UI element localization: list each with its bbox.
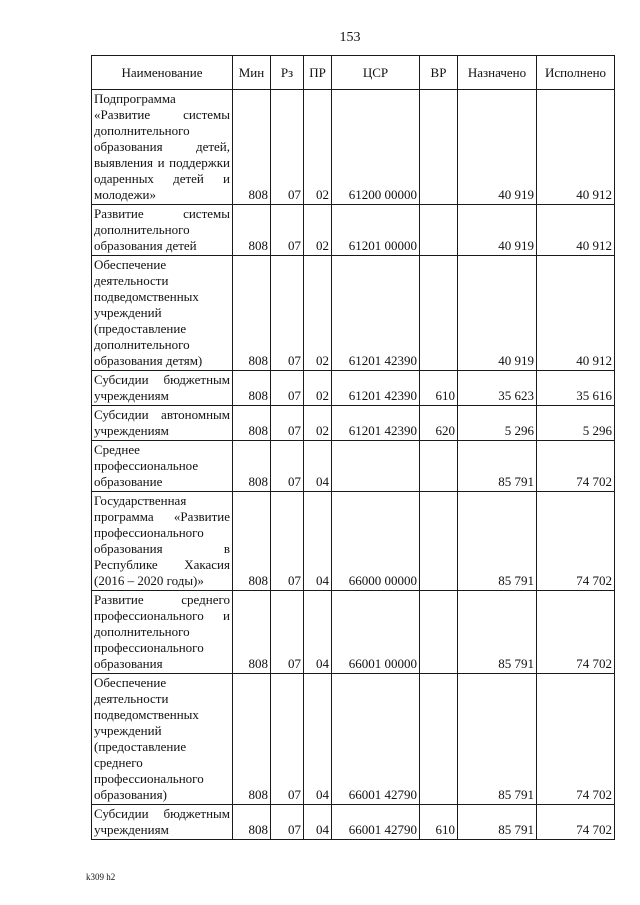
header-csr: ЦСР [332, 56, 420, 90]
cell-assigned: 40 919 [458, 205, 537, 256]
header-min: Мин [233, 56, 271, 90]
cell-pr: 02 [304, 256, 332, 371]
table-row [92, 371, 615, 406]
cell-csr: 61200 00000 [332, 90, 420, 205]
cell-name: Подпрограмма «Развитие системы дополнительного образования детей, выявления и поддержки одаренных детей и молодежи» [92, 90, 233, 205]
cell-pr: 04 [304, 674, 332, 805]
cell-name: Государственная программа «Развитие профессионального образования в Республике Хакасия (2016 – 2020 годы)» [92, 492, 233, 591]
header-name: Наименование [92, 56, 233, 90]
cell-assigned: 35 623 [458, 371, 537, 406]
cell-csr: 66001 42790 [332, 805, 420, 840]
cell-assigned: 5 296 [458, 406, 537, 441]
cell-executed: 40 912 [537, 256, 615, 371]
cell-min: 808 [233, 256, 271, 371]
cell-csr: 61201 42390 [332, 406, 420, 441]
cell-rz: 07 [271, 591, 304, 674]
cell-name: Субсидии автономным учреждениям [92, 406, 233, 441]
cell-assigned: 40 919 [458, 90, 537, 205]
budget-table [91, 55, 615, 840]
cell-vr: 620 [420, 406, 458, 441]
cell-pr: 02 [304, 406, 332, 441]
cell-rz: 07 [271, 674, 304, 805]
cell-rz: 07 [271, 256, 304, 371]
cell-vr [420, 492, 458, 591]
cell-min: 808 [233, 371, 271, 406]
table-row [92, 205, 615, 256]
cell-vr [420, 591, 458, 674]
cell-min: 808 [233, 591, 271, 674]
cell-executed: 74 702 [537, 441, 615, 492]
cell-csr: 61201 00000 [332, 205, 420, 256]
cell-assigned: 85 791 [458, 674, 537, 805]
cell-name: Обеспечение деятельности подведомственных учреждений (предоставление дополнительного образования детям) [92, 256, 233, 371]
cell-pr: 04 [304, 492, 332, 591]
cell-assigned: 85 791 [458, 591, 537, 674]
cell-vr [420, 205, 458, 256]
cell-min: 808 [233, 90, 271, 205]
cell-min: 808 [233, 805, 271, 840]
header-assigned: Назначено [458, 56, 537, 90]
cell-name: Субсидии бюджетным учреждениям [92, 805, 233, 840]
cell-vr: 610 [420, 805, 458, 840]
cell-executed: 74 702 [537, 591, 615, 674]
cell-name: Обеспечение деятельности подведомственных учреждений (предоставление среднего профессионального образования) [92, 674, 233, 805]
cell-executed: 40 912 [537, 205, 615, 256]
cell-csr [332, 441, 420, 492]
header-vr: ВР [420, 56, 458, 90]
cell-min: 808 [233, 492, 271, 591]
cell-rz: 07 [271, 406, 304, 441]
table-row [92, 492, 615, 591]
cell-name: Развитие среднего профессионального и дополнительного профессионального образования [92, 591, 233, 674]
cell-min: 808 [233, 674, 271, 805]
cell-pr: 04 [304, 805, 332, 840]
cell-pr: 02 [304, 90, 332, 205]
cell-rz: 07 [271, 90, 304, 205]
cell-assigned: 85 791 [458, 805, 537, 840]
cell-csr: 66001 42790 [332, 674, 420, 805]
footnote: k309 h2 [86, 872, 116, 882]
cell-executed: 35 616 [537, 371, 615, 406]
cell-pr: 04 [304, 591, 332, 674]
cell-csr: 61201 42390 [332, 371, 420, 406]
cell-rz: 07 [271, 205, 304, 256]
cell-vr: 610 [420, 371, 458, 406]
cell-name: Среднее профессиональное образование [92, 441, 233, 492]
cell-rz: 07 [271, 492, 304, 591]
cell-name: Субсидии бюджетным учреждениям [92, 371, 233, 406]
table-row [92, 256, 615, 371]
table-row [92, 674, 615, 805]
cell-vr [420, 90, 458, 205]
cell-executed: 5 296 [537, 406, 615, 441]
cell-executed: 74 702 [537, 674, 615, 805]
header-pr: ПР [304, 56, 332, 90]
cell-assigned: 85 791 [458, 492, 537, 591]
cell-vr [420, 441, 458, 492]
cell-vr [420, 256, 458, 371]
cell-rz: 07 [271, 805, 304, 840]
cell-pr: 02 [304, 205, 332, 256]
cell-csr: 66000 00000 [332, 492, 420, 591]
cell-vr [420, 674, 458, 805]
table-body [92, 90, 615, 840]
header-executed: Исполнено [537, 56, 615, 90]
table-header-row [92, 56, 615, 90]
cell-csr: 61201 42390 [332, 256, 420, 371]
cell-min: 808 [233, 441, 271, 492]
cell-name: Развитие системы дополнительного образования детей [92, 205, 233, 256]
table-row [92, 406, 615, 441]
page-number: 153 [339, 30, 361, 45]
cell-executed: 74 702 [537, 805, 615, 840]
cell-pr: 04 [304, 441, 332, 492]
cell-rz: 07 [271, 441, 304, 492]
cell-executed: 74 702 [537, 492, 615, 591]
cell-min: 808 [233, 406, 271, 441]
header-rz: Рз [271, 56, 304, 90]
table-row [92, 441, 615, 492]
cell-assigned: 85 791 [458, 441, 537, 492]
table-row [92, 591, 615, 674]
table-row [92, 90, 615, 205]
cell-rz: 07 [271, 371, 304, 406]
cell-pr: 02 [304, 371, 332, 406]
table-row [92, 805, 615, 840]
cell-executed: 40 912 [537, 90, 615, 205]
cell-csr: 66001 00000 [332, 591, 420, 674]
cell-assigned: 40 919 [458, 256, 537, 371]
cell-min: 808 [233, 205, 271, 256]
